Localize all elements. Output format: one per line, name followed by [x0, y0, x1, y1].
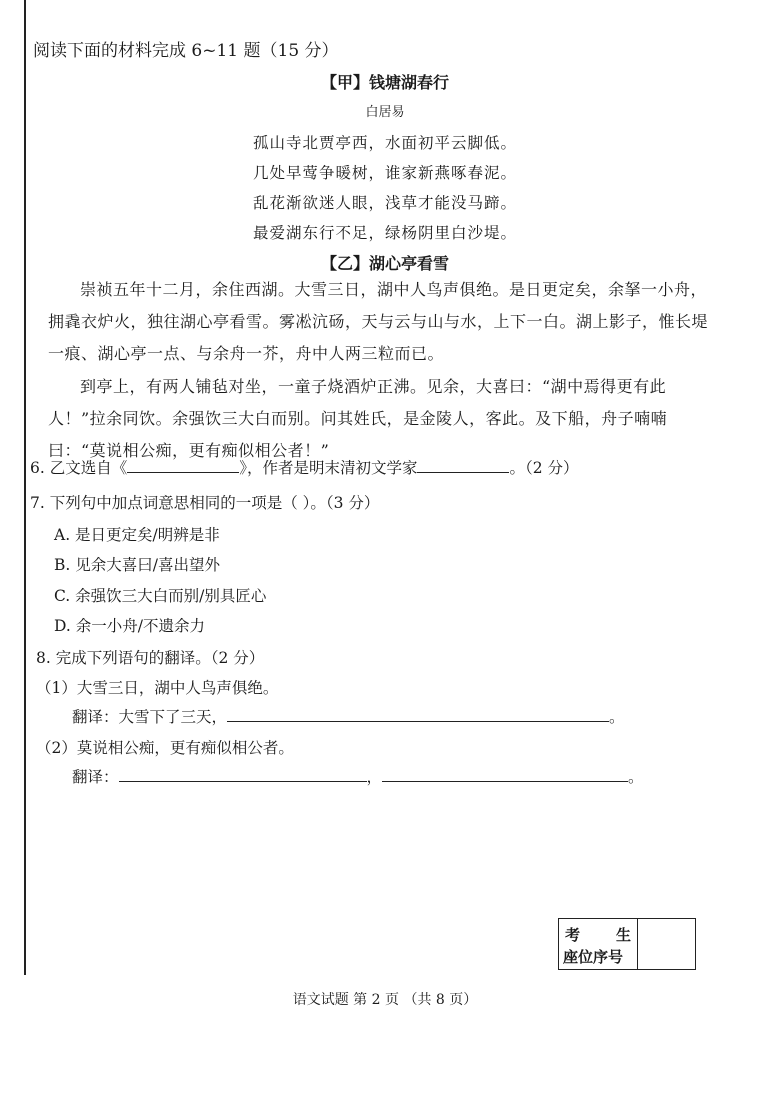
- q8-period: 。: [628, 768, 644, 786]
- q6-blank-book[interactable]: [127, 458, 239, 473]
- page-footer: 语文试题 第 2 页 （共 8 页）: [292, 992, 478, 1008]
- q8-period: 。: [609, 708, 625, 726]
- prose-text: 到亭上，有两人铺毡对坐，一童子烧酒炉正沸。见余，大喜曰：“湖中焉得更有此人！”拉余同饮。余强饮三大白而别。问其姓氏，是金陵人，客此。及下船，舟子喃喃曰：“莫说相公痴，更有痴似相公者！”: [48, 377, 668, 460]
- prose-paragraph-1: [48, 274, 708, 370]
- poem-line: 几处早莺争暖树，谁家新燕啄春泥。: [252, 164, 517, 182]
- poem-line: 孤山寺北贾亭西，水面初平云脚低。: [252, 134, 517, 152]
- poem-line: 最爱湖东行不足，绿杨阴里白沙堤。: [252, 224, 517, 242]
- question-7-stem: 7. 下列句中加点词意思相同的一项是（ ）。（3 分）: [30, 494, 380, 512]
- q8-sentence-1: （1）大雪三日，湖中人鸟声俱绝。: [36, 679, 279, 697]
- prose-text: 崇祯五年十二月，余住西湖。大雪三日，湖中人鸟声俱绝。是日更定矣，余拏一小舟，拥毳衣炉火，独往湖心亭看雪。雾凇沆砀，天与云与山与水，上下一白。湖上影子，惟长堤一痕、湖心亭一点、与余舟一芥，舟中人两三粒而已。: [48, 280, 709, 363]
- q8-answer-blank-2a[interactable]: [119, 767, 367, 782]
- q8-translation-2-label: 翻译：: [72, 768, 119, 786]
- seat-label-line-2: 座位序号: [563, 948, 624, 966]
- q8-answer-blank-1[interactable]: [227, 707, 609, 722]
- seat-label-line-1: 考生: [565, 926, 631, 944]
- prose-title: 【乙】湖心亭看雪: [320, 254, 449, 273]
- q8-comma: ，: [366, 768, 383, 786]
- q7-option-b: B. 见余大喜曰/喜出望外: [54, 556, 220, 574]
- q6-text-c: 。（2 分）: [509, 459, 579, 477]
- section-heading: 阅读下面的材料完成 6~11 题（15 分）: [33, 41, 339, 61]
- q8-sentence-2: （2）莫说相公痴，更有痴似相公者。: [36, 739, 294, 757]
- q6-blank-author[interactable]: [417, 458, 509, 473]
- poem-title: 【甲】钱塘湖春行: [320, 73, 449, 92]
- seat-number-box: [558, 918, 696, 970]
- q7-option-a: A. 是日更定矣/明辨是非: [54, 526, 220, 544]
- q6-text-b: 》，作者是明末清初文学家: [239, 459, 418, 477]
- q8-translation-1: [72, 705, 625, 727]
- q7-option-d: D. 余一小舟/不遗余力: [54, 617, 205, 635]
- q8-translation-1-label: 翻译：大雪下了三天，: [72, 708, 228, 726]
- poem-line: 乱花渐欲迷人眼，浅草才能没马蹄。: [252, 194, 517, 212]
- q8-answer-blank-2b[interactable]: [382, 767, 628, 782]
- q7-option-c: C. 余强饮三大白而别/别具匠心: [54, 587, 267, 605]
- poem-author: 白居易: [365, 105, 405, 120]
- prose-paragraph-2: [48, 371, 708, 467]
- q6-text-a: 6. 乙文选自《: [30, 459, 128, 477]
- seat-number-label: [559, 919, 638, 969]
- q8-translation-2: [72, 765, 644, 787]
- question-8-stem: 8. 完成下列语句的翻译。（2 分）: [36, 649, 265, 667]
- question-6: [30, 456, 579, 478]
